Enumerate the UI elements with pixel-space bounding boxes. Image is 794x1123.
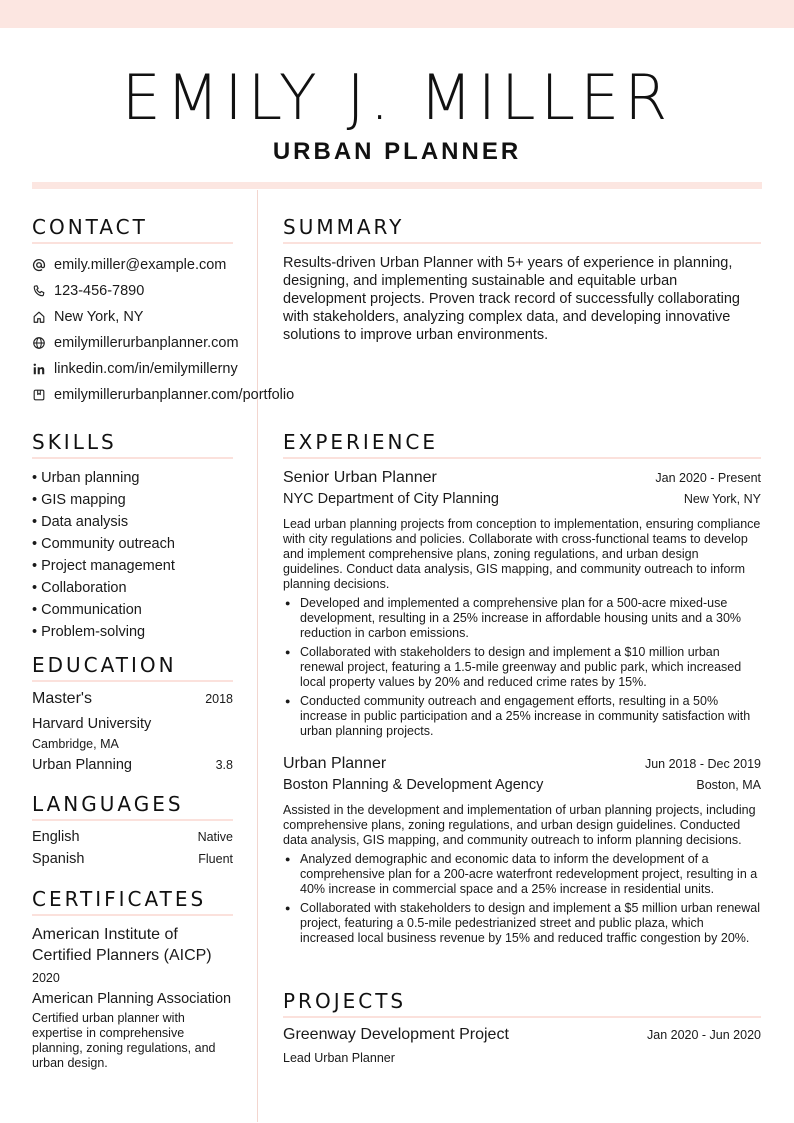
job-entry [283,469,761,739]
skill-item: • Data analysis [32,511,233,533]
job-dates: Jan 2020 - Present [655,471,761,485]
job-org: Boston Planning & Development Agency [283,777,544,793]
certificate-issuer: American Planning Association [32,991,232,1007]
job-title: Senior Urban Planner [283,469,437,486]
skill-item: • Communication [32,599,233,621]
skill-item: • Urban planning [32,467,233,489]
contact-website-text: emilymillerurbanplanner.com [54,335,239,351]
certificate-description: Certified urban planner with expertise in comprehensive planning, zoning regulations, and urban design. [32,1011,216,1070]
education-field-row [32,754,233,776]
education-field: Urban Planning [32,757,132,773]
skills-section [32,429,233,643]
contact-email[interactable] [32,252,233,278]
language-level: Native [197,830,233,844]
contact-location-text: New York, NY [54,309,144,325]
languages-heading: LANGUAGES [32,791,233,821]
header-divider [32,182,762,189]
education-school: Harvard University [32,716,152,732]
skill-item: • Collaboration [32,577,233,599]
experience-heading: EXPERIENCE [283,429,761,459]
education-location: Cambridge, MA [32,737,119,751]
language-name: Spanish [32,851,85,867]
skill-item: • Community outreach [32,533,233,555]
contact-linkedin-text: linkedin.com/in/emilymillerny [54,361,238,377]
certificates-section [32,886,233,1071]
job-location: New York, NY [683,492,761,506]
certificate-year: 2020 [32,971,60,985]
summary-section [283,214,761,344]
home-icon [32,310,46,324]
job-bullet: ● Collaborated with stakeholders to design and implement a $10 million urban renewal project, featuring a 1.5-mile greenway and public park, which increased local property values by 20% and reduced crime rates by 15%. [283,645,761,690]
job-header [283,755,761,777]
skill-item: • Problem-solving [32,621,233,643]
language-name: English [32,829,80,845]
project-dates: Jan 2020 - Jun 2020 [647,1028,761,1042]
job-location: Boston, MA [696,778,761,792]
education-heading: EDUCATION [32,652,233,682]
job-description: Assisted in the development and implementation of urban planning projects, including comprehensive plans, zoning regulations, and urban design guidelines. Conducted data analysis, GIS mapping, and community outreach to inform planning decisions. [283,803,756,847]
linkedin-icon [32,362,46,376]
contact-phone-text: 123-456-7890 [54,283,145,299]
top-accent-band [0,0,794,28]
contact-website[interactable] [32,330,239,356]
contact-portfolio-text: emilymillerurbanplanner.com/portfolio [54,387,295,403]
globe-icon [32,336,46,350]
job-org-row [283,777,761,799]
at-icon [32,258,46,272]
job-header [283,469,761,491]
contact-heading: CONTACT [32,214,233,244]
education-section [32,652,233,776]
job-org: NYC Department of City Planning [283,491,499,507]
skill-item: • Project management [32,555,233,577]
job-bullet: ● Conducted community outreach and engagement efforts, resulting in a 50% increase in public participation and a 25% increase in community satisfaction with urban planning projects. [283,694,761,739]
education-degree-row [32,690,233,714]
language-level: Fluent [198,852,233,866]
project-name: Greenway Development Project [283,1026,509,1043]
languages-section [32,791,233,873]
certificate-name: American Institute of Certified Planners (AICP) [32,926,212,964]
education-gpa: 3.8 [215,758,233,772]
language-item [32,851,233,873]
job-bullets [283,852,761,946]
phone-icon [32,284,46,298]
skills-list [32,467,233,643]
projects-heading: PROJECTS [283,988,761,1018]
education-year: 2018 [205,692,233,706]
column-divider [257,190,258,1122]
education-degree: Master's [32,690,92,707]
language-item [32,829,233,851]
job-bullets [283,596,761,739]
job-entry [283,755,761,946]
project-role: Lead Urban Planner [283,1051,395,1065]
job-bullet: ● Developed and implemented a comprehensive plan for a 500-acre mixed-use development, resulting in a 25% increase in affordable housing units and a 30% reduction in carbon emissions. [283,596,761,641]
skills-heading: SKILLS [32,429,233,459]
contact-phone[interactable] [32,278,233,304]
skill-item: • GIS mapping [32,489,233,511]
contact-linkedin[interactable] [32,356,238,382]
contact-list [32,252,295,408]
job-description: Lead urban planning projects from conception to implementation, ensuring compliance with city regulations and policies. Collaborate with cross-functional teams to develop and implement comprehensive plans, zoning regulations, and urban design guidelines. Conduct data analysis, GIS mapping, and community outreach to inform planning decisions. [283,517,761,591]
portfolio-icon [32,388,46,402]
job-title: Urban Planner [283,755,387,772]
summary-text: Results-driven Urban Planner with 5+ years of experience in planning, designing, and implementing sustainable and equitable urban development projects. Proven track record of successfully collaborating with stakeholders, analyzing complex data, and developing innovative solutions to improve urban environments. [283,255,740,343]
contact-location [32,304,233,330]
summary-heading: SUMMARY [283,214,761,244]
contact-email-text: emily.miller@example.com [54,257,227,273]
job-dates: Jun 2018 - Dec 2019 [644,757,761,771]
project-header [283,1026,761,1048]
experience-section [283,429,761,950]
job-bullet: ● Analyzed demographic and economic data to inform the development of a comprehensive plan for a 200-acre waterfront redevelopment project, resulting in a 40% increase in commercial space and a 25% increase in residential units. [283,852,761,897]
job-bullet: ● Collaborated with stakeholders to design and implement a $5 million urban renewal project, featuring a 0.5-mile pedestrianized street and public plaza, which increased local business revenue by 15% and reduced traffic congestion by 20%. [283,901,761,946]
candidate-name: EMILY J. MILLER [121,61,673,134]
contact-portfolio[interactable] [32,382,295,408]
candidate-title: URBAN PLANNER [272,138,522,165]
contact-section [32,214,295,408]
job-org-row [283,491,761,513]
languages-list [32,829,233,873]
projects-section [283,988,761,1068]
certificates-heading: CERTIFICATES [32,886,233,916]
